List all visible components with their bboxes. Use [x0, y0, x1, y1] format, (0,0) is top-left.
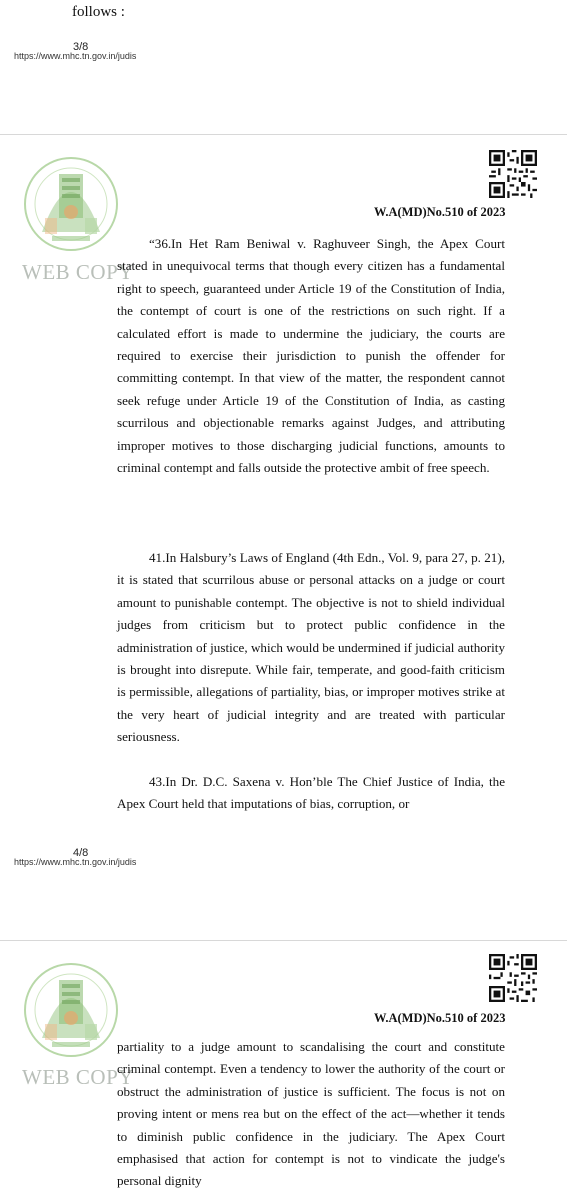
- follows-text: follows :: [72, 4, 125, 20]
- web-copy-watermark: WEB COPY: [22, 1065, 134, 1089]
- qr-code-icon: [489, 150, 537, 198]
- page-number: 3/8: [73, 41, 89, 53]
- paragraph-43: 43.In Dr. D.C. Saxena v. Hon’ble The Chief Justice of India, the Apex Court held that imputations of bias, corruption, or: [117, 774, 505, 812]
- high-court-emblem-icon: [12, 152, 130, 260]
- footer-url: https://www.mhc.tn.gov.in/judis: [14, 51, 137, 61]
- paragraph-continuation: partiality to a judge amount to scandalising the court and constitute criminal contempt. Even a tendency to lower the authority of the court or obstruct the administration of justice is sufficient. The focus is not on proving intent or mens rea but on the effect of the act—whether it tends to diminish public confidence in the judiciary. The Apex Court emphasised that action for contempt is not to vindicate the judge's personal dignity: [117, 1039, 505, 1189]
- web-copy-watermark: WEB COPY: [22, 260, 134, 284]
- case-number: W.A(MD)No.510 of 2023: [374, 205, 506, 219]
- paragraph-36: “36.In Het Ram Beniwal v. Raghuveer Singh, the Apex Court stated in unequivocal terms that though every citizen has a fundamental right to speech, guaranteed under Article 19 of the Constitution of India, the contempt of court is one of the restrictions on such right. If a calculated effort is made to undermine the judiciary, the courts are required to exercise their jurisdiction to punish the offender for committing contempt. In that view of the matter, the respondent cannot seek refuge under Article 19 of the Constitution of India, as casting scurrilous and objectionable remarks against Judges, and attributing improper motives to those discharging judicial functions, amounts to criminal contempt and falls outside the protective ambit of free speech.: [117, 236, 505, 476]
- page-separator: [0, 940, 567, 941]
- paragraph-41: 41.In Halsbury’s Laws of England (4th Edn., Vol. 9, para 27, p. 21), it is stated that scurrilous abuse or personal attacks on a judge or court amount to punishable contempt. The objective is not to shield individual judges from criticism but to protect public confidence in the administration of justice, which would be undermined if judicial authority is brought into disrepute. While fair, temperate, and good-faith criticism is permissible, allegations of partiality, bias, or improper motives strike at the very heart of judicial integrity and are treated with particular seriousness.: [117, 550, 505, 745]
- high-court-emblem-icon: [12, 958, 130, 1066]
- page-separator: [0, 134, 567, 135]
- case-number: W.A(MD)No.510 of 2023: [374, 1011, 506, 1025]
- page-number: 4/8: [73, 847, 89, 859]
- qr-code-icon: [489, 954, 537, 1002]
- footer-url: https://www.mhc.tn.gov.in/judis: [14, 857, 137, 867]
